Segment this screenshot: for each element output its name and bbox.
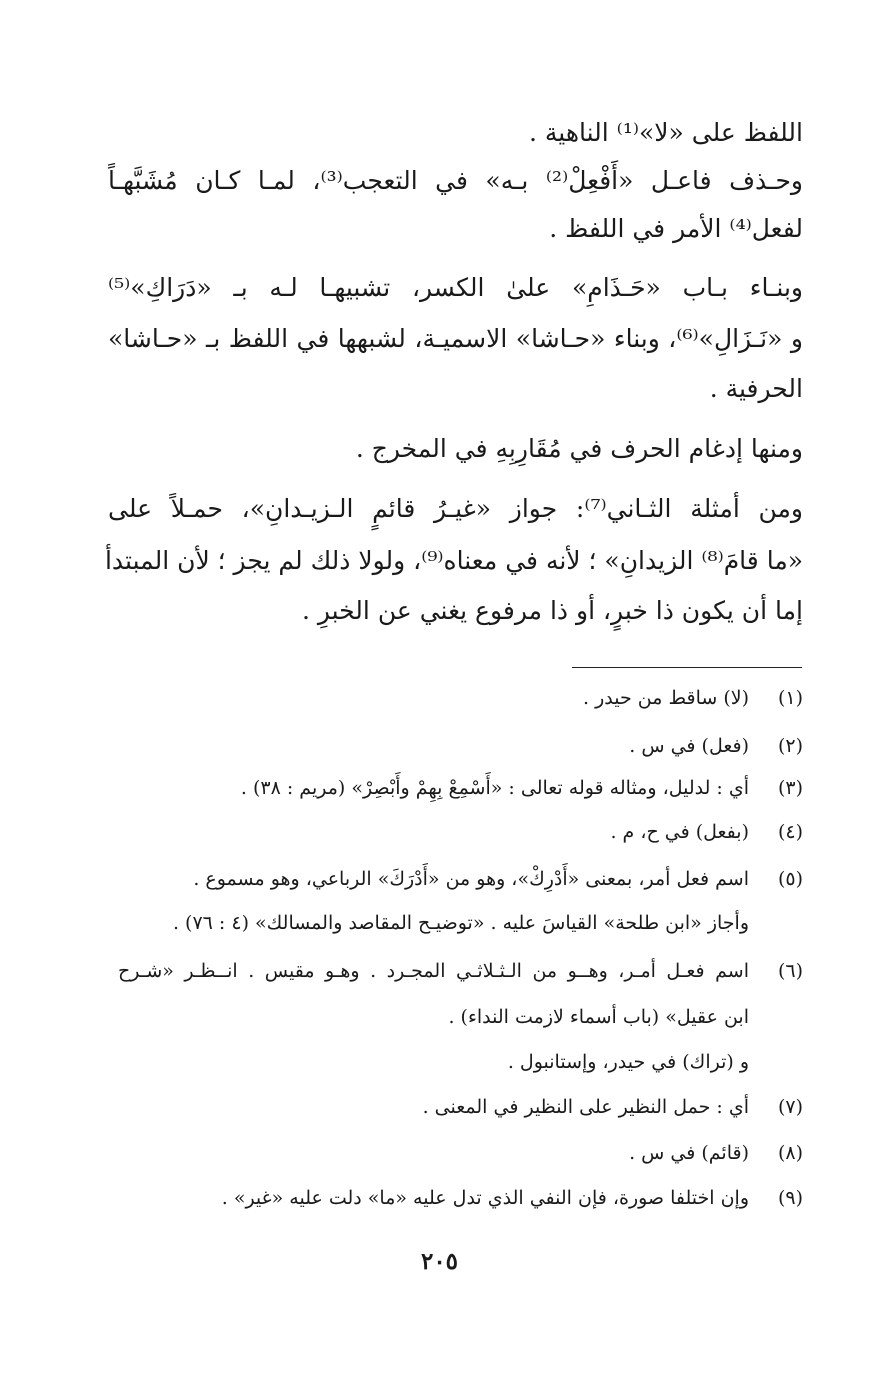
footnote-text: أي : حمل النظير على النظير في المعنى . [422, 1096, 749, 1118]
body-line-9: «ما قامَ⁽⁸⁾ الزيدانِ» ؛ لأنه في معناه⁽⁹⁾، ولولا ذلك لم يجز ؛ لأن المبتدأ [104, 546, 803, 575]
page-number: ٢٠٥ [420, 1248, 459, 1275]
footnote-text: (فعل) في س . [629, 735, 749, 757]
footnote-number: (٩) [777, 1187, 803, 1209]
body-line-2: وحـذف فاعـل «أَفْعِلْ⁽²⁾ بـه» في التعجب⁽³⁾، لمـا كـان مُشَبَّهـاً [108, 166, 804, 195]
footnote-text: و (تراك) في حيدر، وإستانبول . [507, 1051, 749, 1073]
footnote-number: (٦) [777, 960, 803, 982]
footnote-number: (٣) [777, 777, 803, 799]
footnote-text: (بفعل) في ح، م . [610, 821, 749, 843]
footnote-number: (٤) [777, 821, 803, 843]
body-line-3: لفعل⁽⁴⁾ الأمر في اللفظ . [549, 214, 803, 243]
footnote-text: ابن عقيل» (باب أسماء لازمت النداء) . [448, 1006, 749, 1028]
body-line-4: وبنـاء بـاب «حَـذَامِ» علىٰ الكسر، تشبيهـا لـه بـ «دَرَاكِ»⁽⁵⁾ [108, 273, 803, 302]
footnote-number: (١) [777, 687, 803, 709]
body-line-6: الحرفية . [709, 374, 803, 403]
body-line-8: ومن أمثلة الثـاني⁽⁷⁾: جواز «غيـرُ قائمٍ الـزيـدانِ»، حمـلاً على [108, 494, 803, 523]
body-line-7: ومنها إدغام الحرف في مُقَارِبِهِ في المخرج . [355, 434, 803, 463]
footnote-text: أي : لدليل، ومثاله قوله تعالى : «أَسْمِعْ بِهِمْ وأَبْصِرْ» (مريم : ٣٨) . [240, 777, 749, 799]
body-line-10: إما أن يكون ذا خبرٍ، أو ذا مرفوع يغني عن الخبرِ . [301, 596, 803, 625]
footnote-number: (٧) [777, 1096, 803, 1118]
footnote-number: (٥) [777, 868, 803, 890]
footnote-text: وأجاز «ابن طلحة» القياسَ عليه . «توضيـح المقاصد والمسالك» (٤ : ٧٦) . [172, 912, 749, 934]
footnote-text: (لا) ساقط من حيدر . [583, 687, 749, 709]
footnote-text: اسم فعـل أمـر، وهــو من الـثـلاثـي المجـرد . وهـو مقيس . انــظـر «شـرح [118, 960, 749, 982]
body-line-1: اللفظ على «لا»⁽¹⁾ الناهية . [528, 118, 803, 147]
footnote-number: (٨) [777, 1142, 803, 1164]
footnote-text: وإن اختلفا صورة، فإن النفي الذي تدل عليه «ما» دلت عليه «غير» . [221, 1187, 749, 1209]
footnote-number: (٢) [777, 735, 803, 757]
footnote-text: اسم فعل أمر، بمعنى «أَدْرِكْ»، وهو من «أَدْرَكَ» الرباعي، وهو مسموع . [193, 868, 749, 890]
footnote-divider [572, 667, 802, 668]
body-line-5: و «نَـزَالِ»⁽⁶⁾، وبناء «حـاشا» الاسميـة، لشبهها في اللفظ بـ «حـاشا» [108, 324, 803, 353]
footnote-text: (قائم) في س . [629, 1142, 749, 1164]
